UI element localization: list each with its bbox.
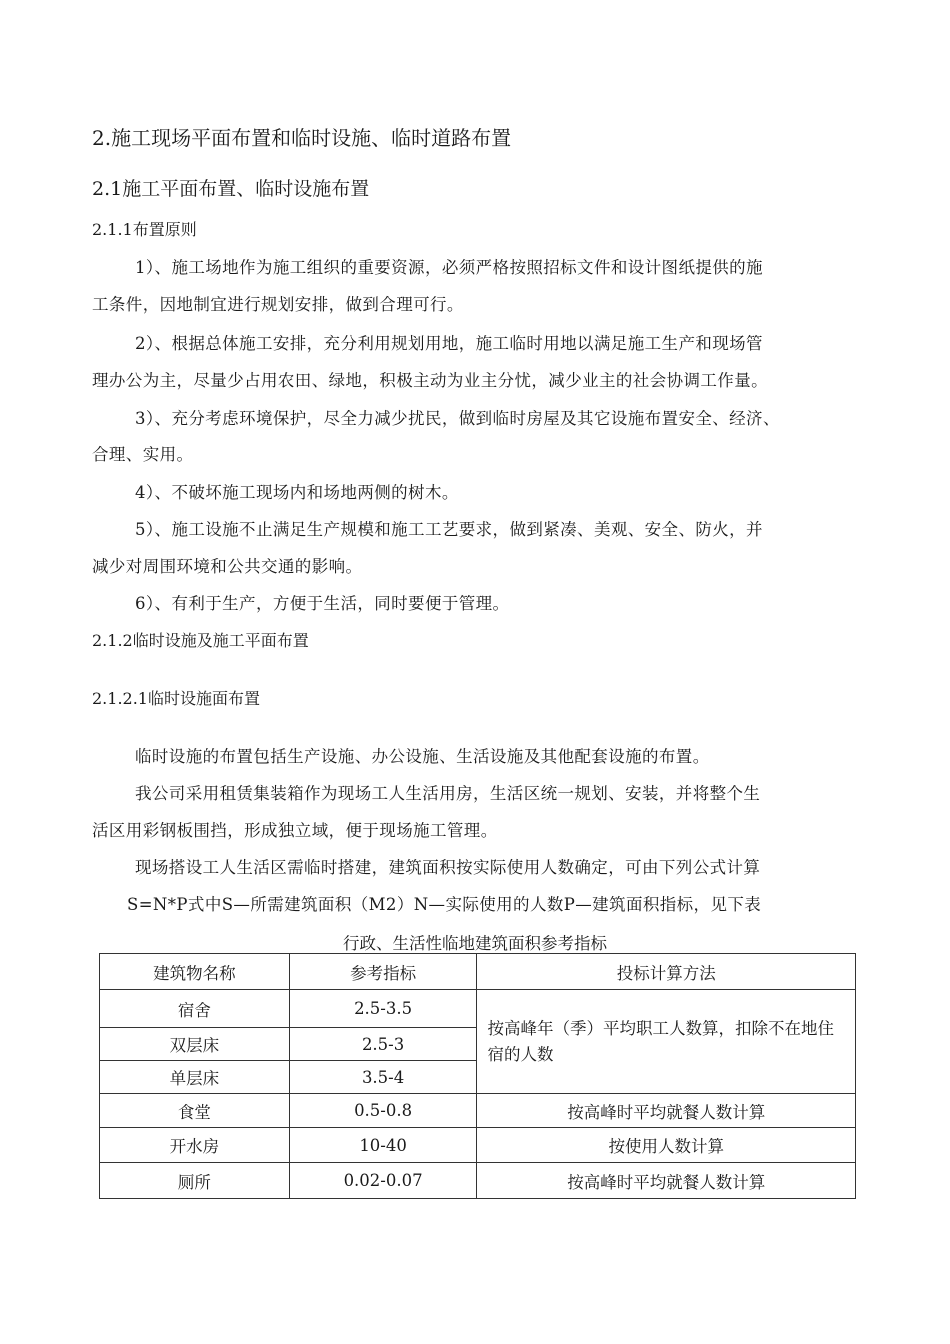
cell-index: 2.5-3 (289, 1028, 477, 1061)
header-building-name: 建筑物名称 (100, 954, 290, 990)
cell-name: 食堂 (100, 1094, 290, 1128)
paragraph-formula-intro: 现场搭设工人生活区需临时搭建，建筑面积按实际使用人数确定，可由下列公式计算 (135, 858, 761, 877)
table-row (100, 1128, 856, 1163)
principle-5-line-1: 5）、施工设施不止满足生产规模和施工工艺要求，做到紧凑、美观、安全、防火，并 (135, 520, 763, 539)
principle-1-line-2: 工条件，因地制宜进行规划安排，做到合理可行。 (92, 295, 464, 314)
cell-method: 按高峰时平均就餐人数计算 (477, 1163, 856, 1199)
cell-index: 2.5-3.5 (289, 990, 477, 1028)
principle-2-line-1: 2）、根据总体施工安排，充分利用规划用地，施工临时用地以满足施工生产和现场管 (135, 334, 763, 353)
area-index-table (99, 953, 856, 1199)
paragraph-facilities: 临时设施的布置包括生产设施、办公设施、生活设施及其他配套设施的布置。 (135, 747, 710, 766)
cell-index: 0.02-0.07 (289, 1163, 477, 1199)
principle-4: 4）、不破坏施工现场内和场地两侧的树木。 (135, 483, 459, 502)
paragraph-formula: S=N*P式中S—所需建筑面积（M2）N—实际使用的人数P—建筑面积指标，见下表 (127, 895, 762, 914)
paragraph-container-line-1: 我公司采用租赁集装箱作为现场工人生活用房，生活区统一规划、安装，并将整个生 (135, 784, 761, 803)
principle-1-line-1: 1）、施工场地作为施工组织的重要资源，必须严格按照招标文件和设计图纸提供的施 (135, 258, 763, 277)
header-calc-method: 投标计算方法 (477, 954, 856, 990)
cell-method: 按使用人数计算 (477, 1128, 856, 1163)
section-heading-2: 2.施工现场平面布置和临时设施、临时道路布置 (92, 126, 512, 150)
table-row (100, 1163, 856, 1199)
cell-name: 宿舍 (100, 990, 290, 1028)
principle-3-line-2: 合理、实用。 (92, 445, 194, 464)
cell-method: 按高峰时平均就餐人数计算 (477, 1094, 856, 1128)
table-caption: 行政、生活性临地建筑面积参考指标 (343, 934, 607, 953)
cell-name: 厕所 (100, 1163, 290, 1199)
paragraph-container-line-2: 活区用彩钢板围挡，形成独立域，便于现场施工管理。 (92, 821, 498, 840)
section-heading-2-1-2-1: 2.1.2.1临时设施面布置 (92, 689, 260, 708)
header-reference-index: 参考指标 (289, 954, 477, 990)
table-header-row (100, 954, 856, 990)
principle-2-line-2: 理办公为主，尽量少占用农田、绿地，积极主动为业主分忧，减少业主的社会协调工作量。 (92, 371, 768, 390)
cell-index: 10-40 (289, 1128, 477, 1163)
cell-method-merged: 按高峰年（季）平均职工人数算，扣除不在地住宿的人数 (477, 990, 856, 1094)
cell-name: 双层床 (100, 1028, 290, 1061)
principle-3-line-1: 3）、充分考虑环境保护，尽全力减少扰民，做到临时房屋及其它设施布置安全、经济、 (135, 409, 780, 428)
cell-name: 开水房 (100, 1128, 290, 1163)
principle-6: 6）、有利于生产，方便于生活，同时要便于管理。 (135, 594, 510, 613)
cell-index: 0.5-0.8 (289, 1094, 477, 1128)
principle-5-line-2: 减少对周围环境和公共交通的影响。 (92, 557, 363, 576)
cell-index: 3.5-4 (289, 1061, 477, 1094)
cell-name: 单层床 (100, 1061, 290, 1094)
section-heading-2-1-2: 2.1.2临时设施及施工平面布置 (92, 631, 309, 650)
table-row (100, 1094, 856, 1128)
section-heading-2-1-1: 2.1.1布置原则 (92, 220, 197, 239)
table-row (100, 990, 856, 1028)
section-heading-2-1: 2.1施工平面布置、临时设施布置 (92, 178, 370, 200)
